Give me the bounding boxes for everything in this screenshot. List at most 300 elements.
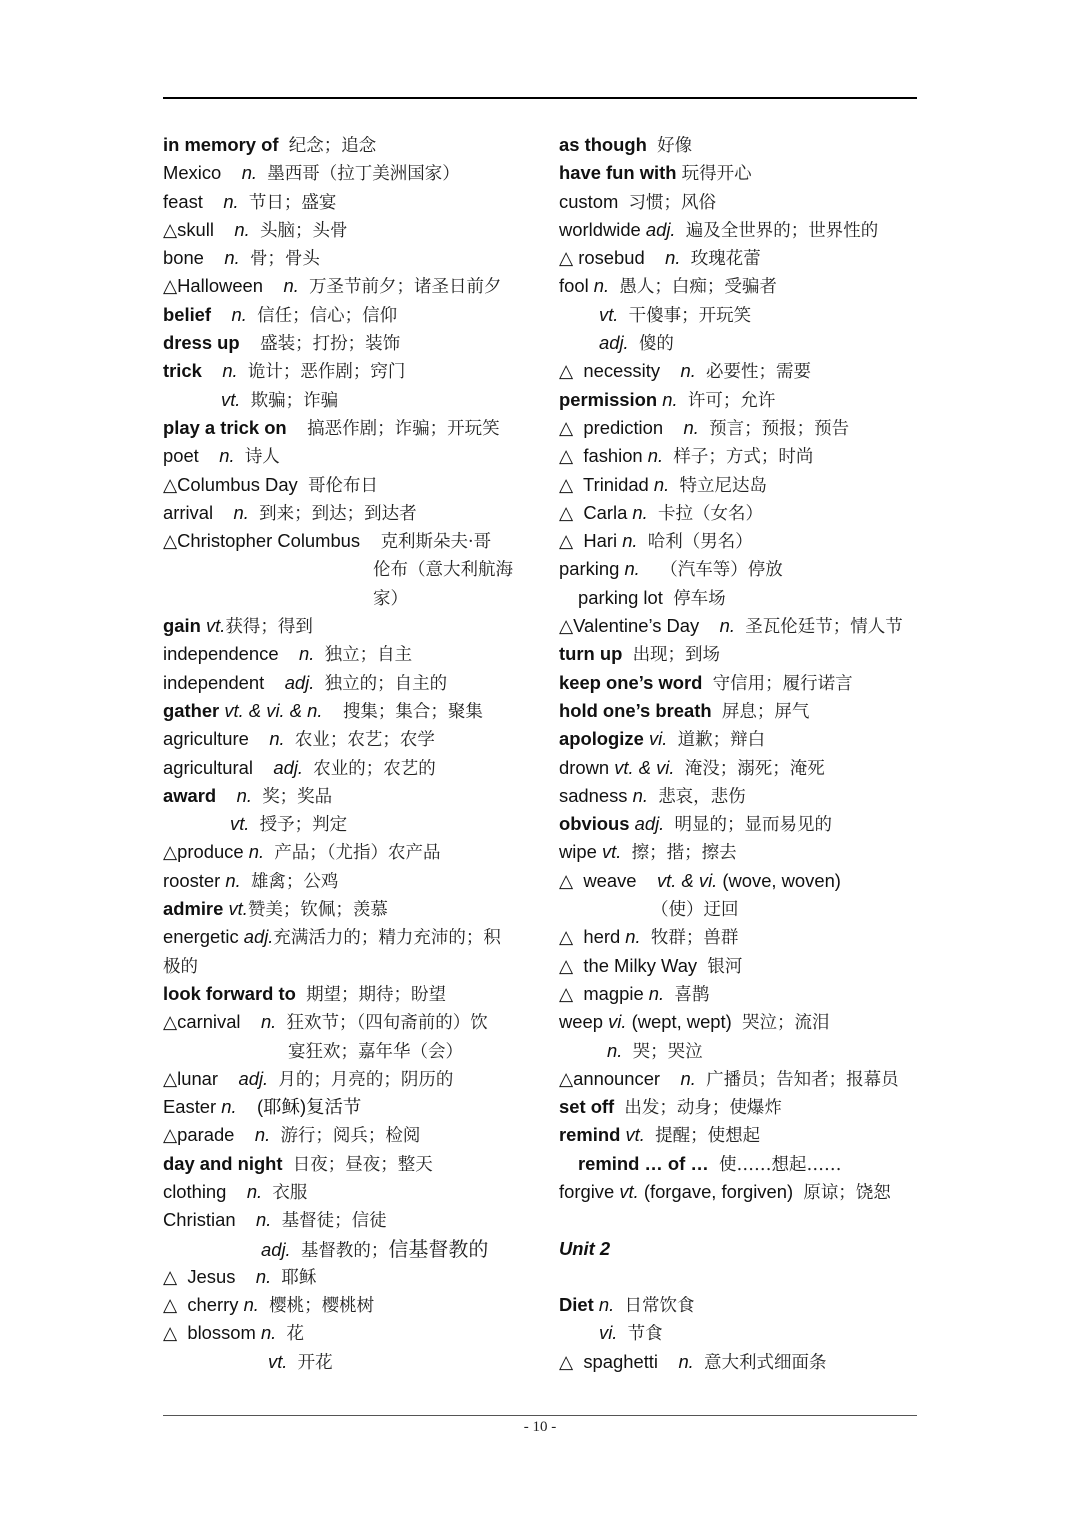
vocab-entry-line <box>163 1150 528 1178</box>
vocab-text: 耶稣 <box>281 1267 317 1288</box>
vocab-entry-line <box>559 980 924 1008</box>
vocab-entry-line <box>559 555 924 583</box>
vocab-text: permission <box>559 388 658 410</box>
vocab-text: (wept, wept) <box>626 1011 742 1033</box>
vocab-text: arrival <box>163 501 234 523</box>
vocab-entry-line <box>559 1235 924 1263</box>
vocab-text: 奖；奖品 <box>262 786 333 807</box>
vocab-entry-line <box>163 1263 528 1291</box>
vocab-text <box>270 1124 280 1145</box>
vocab-text: vt. <box>268 1350 288 1372</box>
vocab-text: 衣服 <box>272 1182 308 1203</box>
vocab-text: △skull <box>163 218 235 240</box>
vocab-entry-line <box>559 754 924 782</box>
vocab-text: 盛装；打扮；装饰 <box>260 334 401 355</box>
vocab-entry-line <box>163 1291 528 1319</box>
vocab-entry-line <box>163 810 528 838</box>
vocab-text: 基督徒；信徒 <box>281 1211 387 1232</box>
vocab-text: 道歉；辩白 <box>677 730 766 751</box>
vocab-text: forgive <box>559 1180 620 1202</box>
vocab-text: vt. <box>228 898 248 920</box>
vocab-text: n. <box>221 1096 237 1118</box>
vocab-text: 授予；判定 <box>259 815 348 836</box>
vocab-entry-line <box>163 244 528 272</box>
vocab-entry-line <box>163 357 528 385</box>
vocab-text: wipe <box>559 841 602 863</box>
vocab-text: 干傻事；开玩笑 <box>628 305 752 326</box>
vocab-entry-line <box>559 244 924 272</box>
vocab-text <box>609 275 619 296</box>
vocab-text: (耶稣)复活节 <box>236 1096 362 1118</box>
vocab-text: △ the Milky Way <box>559 954 708 976</box>
vocab-text <box>257 162 267 183</box>
vocab-text: n. <box>224 247 240 269</box>
vocab-text <box>647 134 657 155</box>
vocab-entry-line <box>559 1348 924 1376</box>
vocab-entry-line <box>559 216 924 244</box>
vocab-text <box>664 983 674 1004</box>
vocab-text: vt. <box>601 841 622 863</box>
vocab-text: n. <box>233 501 249 523</box>
vocab-text: n. <box>236 784 252 806</box>
vocab-text <box>709 1153 719 1174</box>
vocab-entry-line <box>559 301 924 329</box>
vocab-text: △Christopher Columbus <box>163 530 381 552</box>
vocab-entry-line <box>163 1178 528 1206</box>
vocab-entry-line <box>163 159 528 187</box>
vocab-text: drown <box>559 756 615 778</box>
vocab-entry-line <box>559 1037 924 1065</box>
vocab-text: 玫瑰花蕾 <box>690 249 761 270</box>
vocab-text: agriculture <box>163 728 270 750</box>
vocab-text: n. <box>219 445 235 467</box>
vocab-text: 愚人；白痴；受骗者 <box>619 277 777 298</box>
vocab-text: n. <box>243 1294 259 1316</box>
vocab-text <box>622 1040 632 1061</box>
vocab-text: 搞恶作剧；诈骗；开玩笑 <box>307 418 500 439</box>
vocab-text: △ herd <box>559 926 626 948</box>
vocab-text: 日夜；昼夜；整天 <box>292 1154 433 1175</box>
vocab-text <box>622 643 632 664</box>
vocab-text: n. <box>254 1124 271 1146</box>
vocab-text: △ cherry <box>163 1294 244 1316</box>
vocab-text: bone <box>163 247 225 269</box>
vocab-text: n. <box>719 615 736 637</box>
vocab-text: n. <box>225 869 241 891</box>
vocab-text: 克利斯朵夫·哥 <box>380 532 492 553</box>
vocab-text: vt. <box>230 813 250 835</box>
vocab-text: adj. <box>238 1067 269 1089</box>
vocab-text: 墨西哥（拉丁美洲国家） <box>267 164 460 185</box>
vocab-entry-line <box>163 640 528 668</box>
vocab-text: n. <box>653 473 670 495</box>
vocab-text: 雄禽；公鸡 <box>250 871 339 892</box>
vocab-entry-line <box>559 1150 924 1178</box>
vocab-text <box>648 785 658 806</box>
vocab-entry-line <box>163 952 528 980</box>
vocab-text: 游行；阅兵；检阅 <box>280 1126 421 1147</box>
vocab-text: 使……想起…… <box>719 1154 842 1175</box>
vocab-entry-line <box>163 414 528 442</box>
vocab-text <box>621 841 631 862</box>
vocab-text <box>667 728 677 749</box>
left-column <box>163 131 528 1376</box>
vocab-text: n. <box>680 360 696 382</box>
vocab-text: vt. <box>599 303 619 325</box>
vocab-text: fool <box>559 275 594 297</box>
vocab-text: feast <box>163 190 224 212</box>
vocab-text: 出现；到场 <box>632 645 721 666</box>
vocab-text: 淹没；溺死；淹死 <box>684 758 825 779</box>
vocab-text: 极的 <box>163 956 198 977</box>
vocab-text: 遍及全世界的；世界性的 <box>685 220 879 241</box>
vocab-text: △carnival <box>163 1011 261 1033</box>
vocab-entry-line <box>559 527 924 555</box>
vocab-entry-line <box>559 725 924 753</box>
vocab-text: 许可；允许 <box>687 390 776 411</box>
vocab-text: 悲哀，悲伤 <box>658 786 746 807</box>
vocab-text <box>285 728 295 749</box>
vocab-text: 花 <box>286 1324 305 1345</box>
vocab-text: n. <box>269 728 285 750</box>
vocab-text: vi. <box>648 728 668 750</box>
vocab-text: vt. & vi. <box>656 869 718 891</box>
vocab-text <box>259 1294 269 1315</box>
vocab-text: △ weave <box>559 869 657 891</box>
vocab-text: n. <box>678 1350 694 1372</box>
vocab-text: parking lot <box>578 586 674 608</box>
vocab-text <box>239 191 249 212</box>
vocab-text <box>702 672 712 693</box>
vocab-text: 到来；到达；到达者 <box>259 503 417 524</box>
vocab-entry-line <box>163 1319 528 1347</box>
vocab-text: adj. <box>645 218 676 240</box>
vocab-text <box>240 332 260 353</box>
vocab-entry-line <box>559 442 924 470</box>
vocab-text: 傻的 <box>638 334 674 355</box>
vocab-text <box>699 417 709 438</box>
vocab-text: 独立的；自主的 <box>324 673 448 694</box>
vocab-text <box>264 841 274 862</box>
vocab-text: obvious <box>559 813 630 835</box>
vocab-text: n. <box>241 162 258 184</box>
vocab-text: （汽车等）停放 <box>660 560 783 581</box>
vocab-text: 出发；动身；使爆炸 <box>624 1098 782 1119</box>
vocab-text: worldwide <box>559 218 646 240</box>
vocab-text: △ Hari <box>559 530 623 552</box>
vocab-text <box>202 360 222 381</box>
vocab-entry-line <box>559 697 924 725</box>
vocab-text <box>252 785 262 806</box>
vocab-text: 开花 <box>297 1352 333 1373</box>
vocab-entry-line <box>163 1008 528 1036</box>
vocab-text: n. <box>647 445 664 467</box>
vocab-text <box>303 757 313 778</box>
vocab-text: 必要性；需要 <box>706 362 812 383</box>
vocab-text: n. <box>248 841 265 863</box>
vocab-text: 玩得开心 <box>681 164 752 185</box>
vocab-text: (wove, woven) <box>717 869 841 891</box>
vocab-text: adj. <box>261 1238 291 1260</box>
vocab-text: 信基督教的 <box>388 1236 489 1261</box>
vocab-text: △ Trinidad <box>559 473 654 495</box>
vocab-text: independent <box>163 671 285 693</box>
vocab-text: n. <box>255 1265 272 1287</box>
vocab-text <box>278 134 288 155</box>
vocab-text <box>640 558 660 579</box>
vocab-entry-line <box>559 1178 924 1206</box>
vocab-text: n. <box>648 982 665 1004</box>
vocab-entry-line <box>559 357 924 385</box>
vocab-text: adj. <box>634 813 665 835</box>
vocab-text: △ fashion <box>559 445 648 467</box>
vocab-text: 赞美；钦佩；羡慕 <box>247 900 388 921</box>
vocab-entry-line <box>559 923 924 951</box>
vocab-text: 樱桃；樱桃树 <box>269 1296 375 1317</box>
vocab-text: 独立；自主 <box>324 645 413 666</box>
vocab-text: adj. <box>284 671 315 693</box>
vocab-text <box>712 700 722 721</box>
page-number: - 10 - <box>523 1419 557 1435</box>
vocab-text <box>271 1209 281 1230</box>
vocab-text: 擦；揩；擦去 <box>631 843 737 864</box>
vocab-text: 屏息；屏气 <box>721 701 810 722</box>
vocab-text: play a trick on <box>163 416 287 438</box>
vocab-text: weep <box>559 1011 609 1033</box>
vocab-text <box>322 700 342 721</box>
vocab-text: vt. <box>205 615 226 637</box>
vocab-text: 万圣节前夕；诸圣日前夕 <box>309 277 502 298</box>
vocab-entry-line <box>163 669 528 697</box>
vocab-entry-line <box>559 612 924 640</box>
vocab-text: n. <box>283 275 299 297</box>
vocab-entry-line <box>163 584 528 612</box>
vocab-text: 信任；信心；信仰 <box>257 305 398 326</box>
vocab-text: 卡拉（女名） <box>658 503 763 524</box>
vocab-entry-line <box>559 867 924 895</box>
vocab-text <box>240 247 250 268</box>
vocab-text <box>638 530 648 551</box>
vocab-text: turn up <box>559 643 623 665</box>
vocab-text: 明显的；显而易见的 <box>674 815 833 836</box>
vocab-entry-line <box>163 555 528 583</box>
vocab-entry-line <box>559 272 924 300</box>
vocab-text: 原谅；饶恕 <box>803 1182 891 1203</box>
vocab-entry-line <box>163 499 528 527</box>
vocab-entry-line <box>163 1348 528 1376</box>
vocab-entry-line <box>559 131 924 159</box>
vocab-text: 农业；农艺；农学 <box>294 730 435 751</box>
vocab-text <box>287 417 307 438</box>
vocab-text: gather <box>163 699 220 721</box>
vocab-text <box>299 275 309 296</box>
vocab-text: △Halloween <box>163 275 284 297</box>
vocab-entry-line <box>559 952 924 980</box>
vocab-entry-line <box>163 527 528 555</box>
vocab-text: 家） <box>373 588 408 609</box>
vocab-text: parking <box>559 558 625 580</box>
vocab-text <box>283 1153 293 1174</box>
vocab-text: clothing <box>163 1180 247 1202</box>
vocab-entry-line <box>163 895 528 923</box>
vocab-text <box>629 332 639 353</box>
vocab-text <box>241 870 251 891</box>
vocab-text: n. <box>223 190 239 212</box>
vocab-text: in memory of <box>163 134 279 155</box>
vocab-text: Christian <box>163 1209 257 1231</box>
vocab-text: △announcer <box>559 1067 681 1089</box>
vocab-text: vt. <box>221 388 241 410</box>
vocab-text <box>296 983 306 1004</box>
vocab-text: 宴狂欢；嘉年华（会） <box>288 1041 463 1062</box>
vocab-entry-line <box>163 782 528 810</box>
vocab-text: n. <box>665 247 681 269</box>
vocab-text: n. <box>299 643 315 665</box>
vocab-text <box>216 785 236 806</box>
vocab-text: n. <box>632 784 648 806</box>
vocab-text: Easter <box>163 1096 222 1118</box>
vocab-text: as though <box>559 134 647 155</box>
vocab-text: hold one’s breath <box>559 699 712 721</box>
vocab-text: n. <box>593 275 610 297</box>
vocab-text <box>276 1322 286 1343</box>
vocab-entry-line <box>163 725 528 753</box>
vocab-text: remind <box>559 1124 621 1146</box>
vocab-text: 产品；（尤指）农产品 <box>274 843 441 864</box>
vocab-text: Mexico <box>163 162 242 184</box>
vocab-entry-line <box>163 216 528 244</box>
vocab-text: 意大利式细面条 <box>704 1352 827 1373</box>
vocab-text: 好像 <box>657 136 693 156</box>
vocab-text: （使）迂回 <box>651 900 739 921</box>
vocab-text: sadness <box>559 784 633 806</box>
vocab-text: 停车场 <box>673 588 726 609</box>
vocab-entry-line <box>559 584 924 612</box>
vocab-text: △ spaghetti <box>559 1350 679 1372</box>
vocab-text: n. <box>680 1067 696 1089</box>
vocab-text: n. <box>256 1209 272 1231</box>
vocab-text: 圣瓦伦廷节；情人节 <box>745 617 903 638</box>
vocab-entry-line <box>163 442 528 470</box>
header-rule <box>163 97 917 99</box>
vocab-text: △ necessity <box>559 360 681 382</box>
vocab-text <box>211 304 231 325</box>
vocab-entry-line <box>163 697 528 725</box>
vocab-entry-line <box>559 499 924 527</box>
vocab-text: belief <box>163 303 212 325</box>
vocab-text <box>271 1266 281 1287</box>
vocab-text: n. <box>624 558 640 580</box>
vocab-entry-line <box>163 1121 528 1149</box>
vocab-entry-line <box>559 414 924 442</box>
vocab-entry-line <box>163 188 528 216</box>
vocab-text <box>247 304 257 325</box>
vocab-text: 头脑；头骨 <box>259 220 348 241</box>
vocab-text: 骨；骨头 <box>249 249 320 270</box>
vocab-entry-line <box>163 329 528 357</box>
vocab-text: 充满活力的；精力充沛的；积 <box>273 928 501 949</box>
vocab-text <box>735 615 745 636</box>
vocab-text: gain <box>163 615 201 637</box>
vocab-entry-line <box>163 754 528 782</box>
vocab-text: 牧群；兽群 <box>650 928 739 949</box>
vocab-entry-line <box>163 131 528 159</box>
vocab-text: 银河 <box>707 956 743 977</box>
vocab-text: △lunar <box>163 1067 239 1089</box>
vocab-entry-line <box>559 895 924 923</box>
vocab-text <box>238 360 248 381</box>
vocab-entry-line <box>559 669 924 697</box>
vocab-text: Unit 2 <box>559 1237 611 1259</box>
vocab-text <box>614 1294 624 1315</box>
vocab-text <box>641 926 651 947</box>
vocab-text <box>276 1011 286 1032</box>
vocab-text: look forward to <box>163 982 296 1004</box>
vocab-entry-line <box>559 471 924 499</box>
vocab-text: △ blossom <box>163 1322 261 1344</box>
vocab-text: 喜鹊 <box>674 984 710 1005</box>
vocab-text: vi. <box>599 1322 618 1344</box>
vocab-text: 守信用；履行诺言 <box>712 673 853 694</box>
vocab-entry-line <box>163 1093 528 1121</box>
vocab-entry-line <box>559 386 924 414</box>
vocab-text <box>250 219 260 240</box>
right-column <box>559 131 924 1376</box>
vocab-entry-line <box>559 1263 924 1291</box>
vocab-text: n. <box>607 1039 623 1061</box>
vocab-entry-line <box>559 1065 924 1093</box>
vocab-text: adj. <box>243 926 274 948</box>
vocab-text: 提醒；使想起 <box>655 1126 761 1147</box>
vocab-text: △ Jesus <box>163 1265 256 1287</box>
vocab-entry-line <box>559 782 924 810</box>
vocab-entry-line <box>163 1037 528 1065</box>
vocab-entry-line <box>559 810 924 838</box>
vocab-text: keep one’s word <box>559 671 703 693</box>
vocab-text <box>681 247 691 268</box>
vocab-text <box>617 1322 627 1343</box>
vocab-entry-line <box>559 1008 924 1036</box>
vocab-entry-line <box>559 1093 924 1121</box>
vocab-text: 搜集；集合；聚集 <box>342 701 483 722</box>
vocab-text: 日常饮食 <box>624 1296 695 1317</box>
vocab-text: vi. <box>608 1011 627 1033</box>
vocab-text: 习惯；风俗 <box>628 192 716 213</box>
vocab-text: 诡计；恶作剧；窍门 <box>247 362 406 383</box>
vocab-text: 样子；方式；时尚 <box>673 447 814 468</box>
vocab-text: n. <box>260 1011 277 1033</box>
vocab-text: 诗人 <box>244 447 280 468</box>
vocab-text <box>249 502 259 523</box>
vocab-entry-line <box>163 867 528 895</box>
vocab-text: award <box>163 784 217 806</box>
vocab-text: 狂欢节；（四旬斋前的）饮 <box>286 1013 488 1034</box>
vocab-entry-line <box>559 1121 924 1149</box>
vocab-text: day and night <box>163 1152 283 1174</box>
vocab-text: 欺骗；诈骗 <box>250 390 339 411</box>
vocab-entry-line <box>163 980 528 1008</box>
vocab-text: 节食 <box>627 1324 663 1345</box>
vocab-text: 基督教的； <box>300 1240 389 1261</box>
vocab-text <box>678 389 688 410</box>
vocab-text: 节日；盛宴 <box>248 192 337 213</box>
vocab-text <box>268 1068 278 1089</box>
vocab-text <box>675 757 685 778</box>
vocab-text: 月的；月亮的；阴历的 <box>278 1069 454 1090</box>
vocab-text: △ rosebud <box>559 247 666 269</box>
vocab-text: 哈利（男名） <box>647 532 753 553</box>
vocab-text: set off <box>559 1096 615 1118</box>
